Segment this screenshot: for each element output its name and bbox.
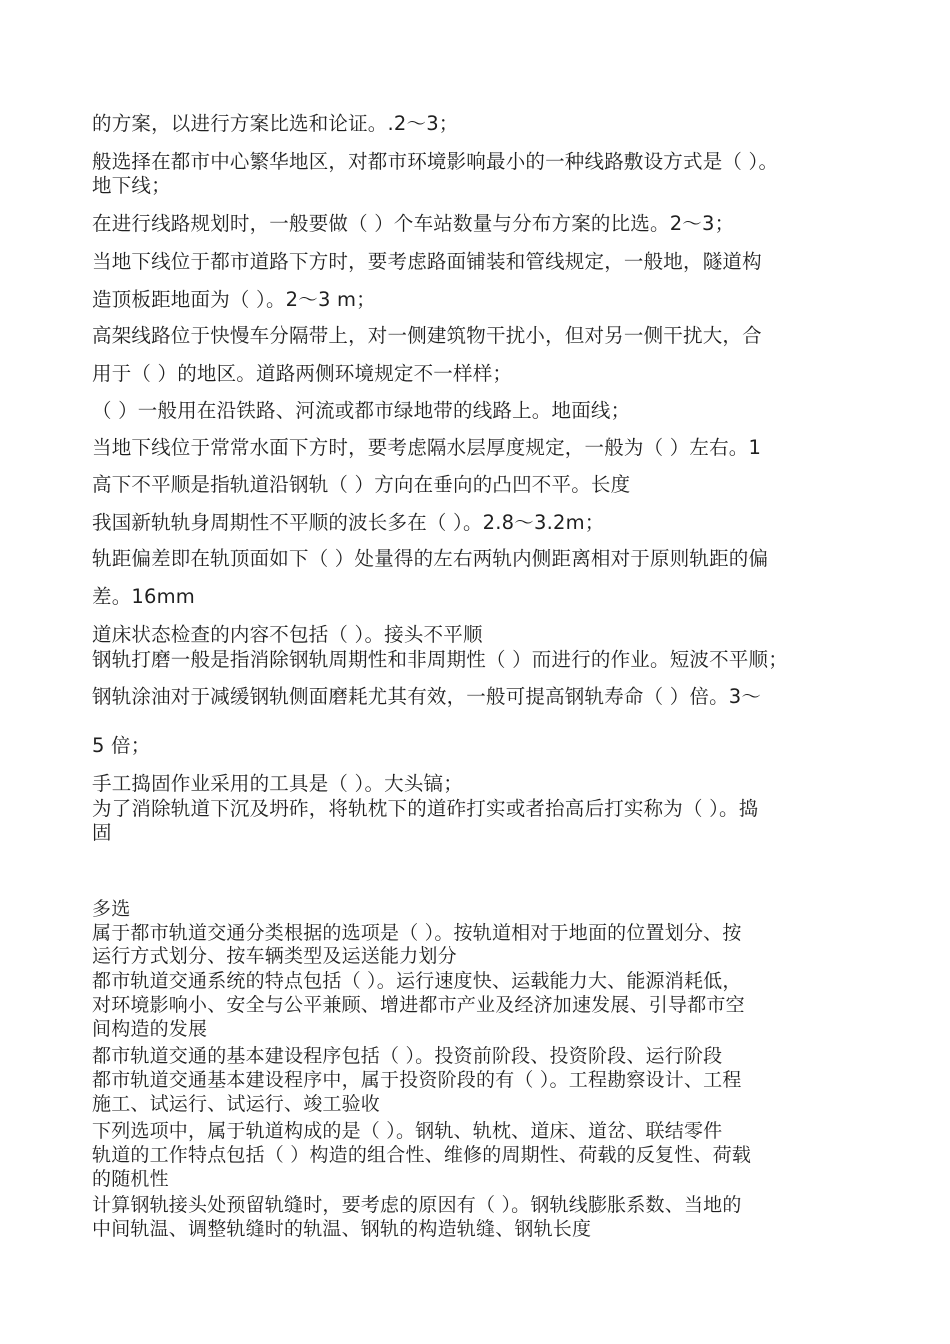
text-line: 间构造的发展	[92, 1018, 208, 1040]
text-line: 固	[92, 821, 112, 844]
text-line: 当地下线位于都市道路下方时，要考虑路面铺装和管线规定，一般地，隧道构	[92, 250, 762, 273]
text-line: 都市轨道交通系统的特点包括（ ）。运行速度快、运载能力大、能源消耗低，	[92, 970, 742, 992]
text-line: 般选择在都市中心繁华地区，对都市环境影响最小的一种线路敷设方式是（ ）。	[92, 150, 779, 173]
text-line: 手工捣固作业采用的工具是（ ）。大头镐；	[92, 772, 463, 795]
text-line: 中间轨温、调整轨缝时的轨温、钢轨的构造轨缝、钢轨长度	[92, 1218, 592, 1240]
text-line: 施工、试运行、试运行、竣工验收	[92, 1093, 381, 1115]
text-line: 的方案，以进行方案比选和论证。.2～3；	[92, 112, 459, 135]
text-line: 下列选项中，属于轨道构成的是（ ）。钢轨、轨枕、道床、道岔、联结零件	[92, 1120, 723, 1142]
text-line: 高下不平顺是指轨道沿钢轨（ ）方向在垂向的凸凹不平。长度	[92, 473, 631, 496]
text-line: 高架线路位于快慢车分隔带上，对一侧建筑物干扰小，但对另一侧干扰大，合	[92, 324, 762, 347]
text-line: 道床状态检查的内容不包括（ ）。接头不平顺	[92, 623, 483, 646]
text-line: 计算钢轨接头处预留轨缝时，要考虑的原因有（ ）。钢轨线膨胀系数、当地的	[92, 1194, 742, 1216]
text-line: 轨道的工作特点包括（ ）构造的组合性、维修的周期性、荷载的反复性、荷载	[92, 1144, 752, 1166]
text-line: 属于都市轨道交通分类根据的选项是（ ）。按轨道相对于地面的位置划分、按	[92, 922, 742, 944]
text-line: 地下线；	[92, 174, 171, 197]
text-line: 钢轨打磨一般是指消除钢轨周期性和非周期性（ ）而进行的作业。短波不平顺；	[92, 648, 788, 671]
text-line: 5 倍；	[92, 734, 151, 757]
text-line: 都市轨道交通的基本建设程序包括（ ）。投资前阶段、投资阶段、运行阶段	[92, 1045, 723, 1067]
text-line: 轨距偏差即在轨顶面如下（ ）处量得的左右两轨内侧距离相对于原则轨距的偏	[92, 547, 769, 570]
text-line: 运行方式划分、按车辆类型及运送能力划分	[92, 945, 457, 967]
text-line: 为了消除轨道下沉及坍砟，将轨枕下的道砟打实或者抬高后打实称为（ ）。捣	[92, 797, 759, 820]
section-heading: 多选	[92, 898, 131, 920]
text-line: 造顶板距地面为（ ）。2～3 m；	[92, 288, 376, 311]
text-line: 都市轨道交通基本建设程序中，属于投资阶段的有（ ）。工程勘察设计、工程	[92, 1069, 742, 1091]
text-line: 在进行线路规划时，一般要做（ ）个车站数量与分布方案的比选。2～3；	[92, 212, 735, 235]
text-line: 的随机性	[92, 1168, 169, 1190]
text-line: 用于（ ）的地区。道路两侧环境规定不一样样；	[92, 362, 513, 385]
text-line: 钢轨涂油对于减缓钢轨侧面磨耗尤其有效，一般可提高钢轨寿命（ ）倍。3～	[92, 685, 762, 708]
text-line: 当地下线位于常常水面下方时，要考虑隔水层厚度规定，一般为（ ）左右。1	[92, 436, 762, 459]
text-line: （ ）一般用在沿铁路、河流或都市绿地带的线路上。地面线；	[92, 399, 631, 422]
text-line: 差。16mm	[92, 585, 196, 608]
text-line: 对环境影响小、安全与公平兼顾、增进都市产业及经济加速发展、引导都市空	[92, 994, 745, 1016]
text-line: 我国新轨轨身周期性不平顺的波长多在（ ）。2.8～3.2m；	[92, 511, 605, 534]
